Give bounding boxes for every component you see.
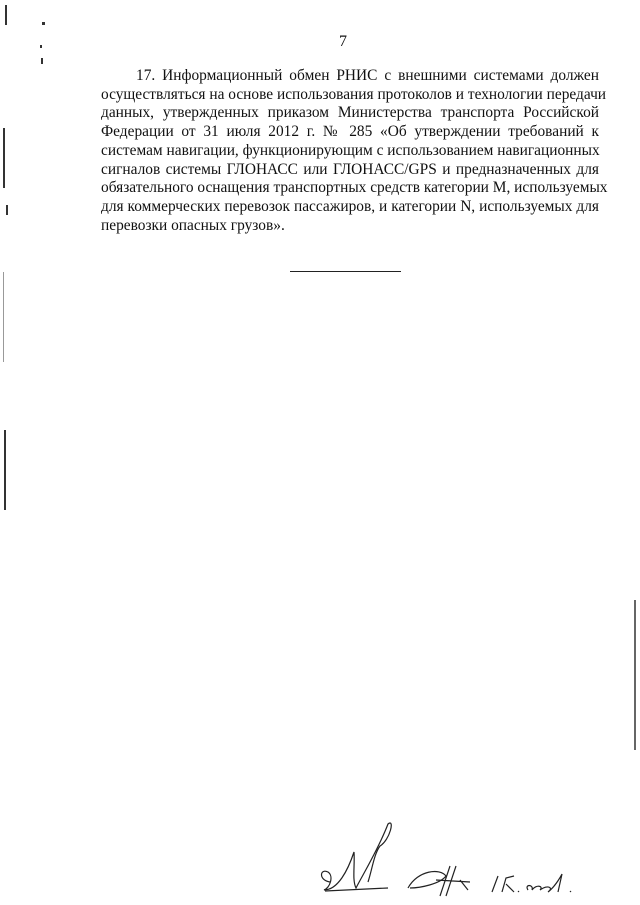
paragraph-line: системам навигации, функционирующим с использованием навигационных xyxy=(101,141,600,159)
paragraph-17 xyxy=(101,67,608,235)
scan-edge-mark xyxy=(6,205,8,215)
scan-edge-mark xyxy=(634,600,636,750)
scan-edge-mark xyxy=(42,22,45,25)
paragraph-line: перевозки опасных грузов». xyxy=(101,216,285,234)
page-number: 7 xyxy=(339,33,347,50)
scan-edge-mark xyxy=(3,128,5,188)
paragraph-line: 17. Информационный обмен РНИС с внешними системами должен xyxy=(136,67,599,84)
signature xyxy=(300,810,620,905)
scan-edge-mark xyxy=(41,58,43,64)
end-separator-line xyxy=(290,271,401,272)
paragraph-line: осуществляться на основе использования протоколов и технологии передачи xyxy=(101,85,607,103)
paragraph-line: Федерации от 31 июля 2012 г. № 285 «Об утверждении требований к xyxy=(101,123,599,141)
scan-edge-mark xyxy=(3,272,4,362)
scan-edge-mark xyxy=(4,430,6,510)
paragraph-line: сигналов системы ГЛОНАСС или ГЛОНАСС/GPS и предназначенных для xyxy=(101,160,599,178)
paragraph-line: обязательного оснащения транспортных средств категории M, используемых xyxy=(101,179,608,197)
paragraph-line: данных, утвержденных приказом Министерства транспорта Российской xyxy=(101,104,599,122)
scan-edge-mark xyxy=(5,5,7,25)
scan-edge-mark xyxy=(40,45,42,48)
paragraph-line: для коммерческих перевозок пассажиров, и категории N, используемых для xyxy=(101,197,599,215)
